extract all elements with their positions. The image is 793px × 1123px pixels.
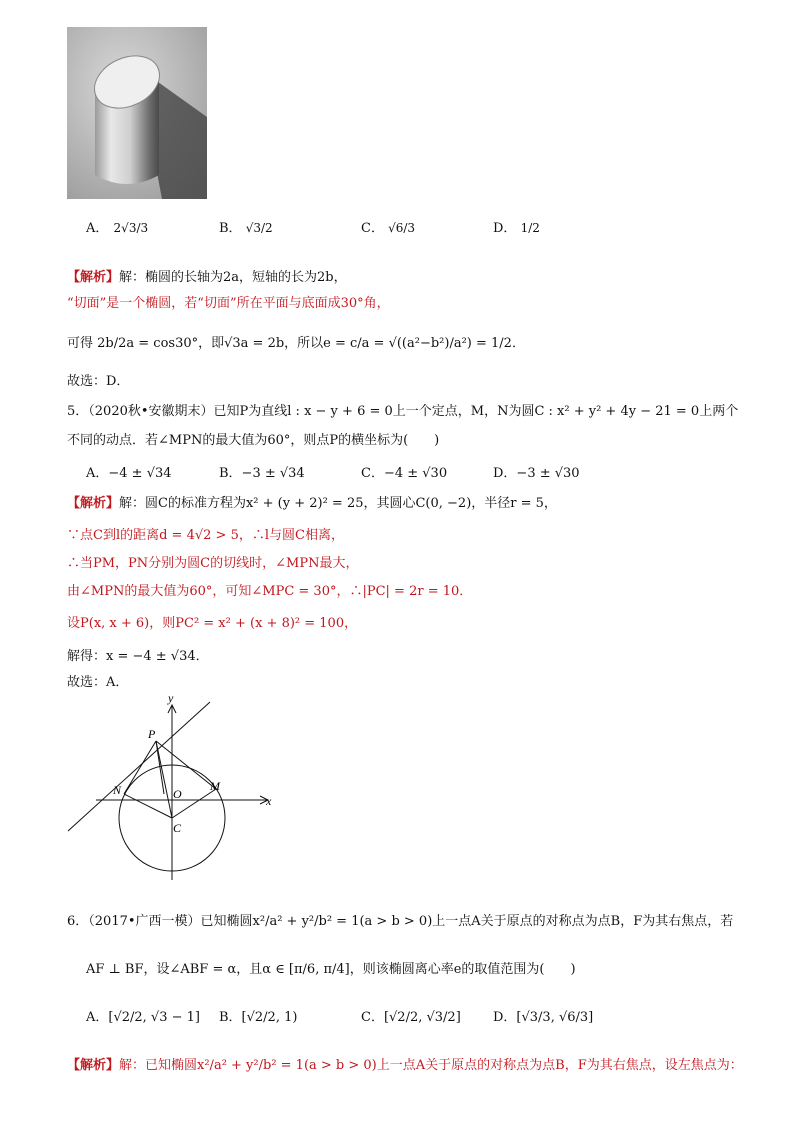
q4-option-b: B． √3/2 <box>219 221 273 236</box>
geometry-figure <box>60 690 280 890</box>
q4-answer: 故选：D． <box>67 374 130 389</box>
q5-option-c: C．−4 ± √30 <box>361 466 448 481</box>
q5-stem-line-2: 不同的动点．若∠MPN的最大值为60°，则点P的横坐标为( ) <box>67 433 440 448</box>
label-o: O <box>173 787 182 801</box>
q5-analysis-line-6: 解得：x = −4 ± √34． <box>67 649 209 664</box>
q5-analysis-line-2: ∵点C到l的距离d = 4√2 > 5，∴l与圆C相离， <box>67 528 344 543</box>
q4-option-d: D． 1/2 <box>493 221 540 236</box>
q4-option-a-expr: 2√3/3 <box>113 221 149 236</box>
analysis-tag: 【解析】 <box>67 1058 120 1073</box>
label-p: P <box>148 727 156 741</box>
q6-option-a: A．[√2/2, √3 − 1] <box>86 1010 200 1025</box>
q5-stem-line-1: 5．（2020秋•安徽期末）已知P为直线l : x − y + 6 = 0上一个定点，M，N为圆C : x² + y² + 4y − 21 = 0上两个 <box>67 404 739 419</box>
q5-analysis-line-4: 由∠MPN的最大值为60°，可知∠MPC = 30°，∴|PC| = 2r = 10． <box>67 584 473 599</box>
q4-option-a: A． 2√3/3 <box>86 221 149 236</box>
label-x: x <box>266 794 272 808</box>
q6-option-c: C．[√2/2, √3/2] <box>361 1010 461 1025</box>
q4-analysis-line-2: “切面”是一个椭圆，若“切面”所在平面与底面成30°角， <box>67 296 390 311</box>
label-y: y <box>168 691 174 705</box>
q4-option-b-expr: √3/2 <box>245 221 273 235</box>
label-m: M <box>210 779 220 793</box>
analysis-tag: 【解析】 <box>67 496 120 511</box>
q4-option-c-expr: √6/3 <box>388 221 416 235</box>
q5-option-b: B．−3 ± √34 <box>219 466 305 481</box>
q6-option-d: D．[√3/3, √6/3] <box>493 1010 594 1025</box>
q5-option-d: D．−3 ± √30 <box>493 466 580 481</box>
q4-analysis-line-1: 【解析】解：椭圆的长轴为2a，短轴的长为2b， <box>67 270 347 285</box>
q4-analysis-line-3: 可得 2b/2a = cos30°，即√3a = 2b，所以e = c/a = √((a²−b²)/a²) = 1/2． <box>67 336 525 351</box>
label-c: C <box>173 821 182 835</box>
q6-stem-line-2: AF ⊥ BF，设∠ABF = α，且α ∈ [π/6, π/4]，则该椭圆离心率e的取值范围为( ) <box>86 962 576 977</box>
q5-analysis-line-3: ∴当PM，PN分别为圆C的切线时，∠MPN最大， <box>67 556 359 571</box>
q5-analysis-line-5: 设P(x, x + 6)，则PC² = x² + (x + 8)² = 100， <box>67 616 358 631</box>
q5-analysis-line-1: 【解析】解：圆C的标准方程为x² + (y + 2)² = 25，其圆心C(0, −2)，半径r = 5， <box>67 496 557 511</box>
q6-option-b: B．[√2/2, 1) <box>219 1010 298 1025</box>
q4-option-c: C． √6/3 <box>361 221 416 236</box>
q5-answer: 故选：A． <box>67 675 129 690</box>
label-n: N <box>113 783 122 797</box>
q6-analysis-line-1: 【解析】解：已知椭圆x²/a² + y²/b² = 1(a > b > 0)上一点A关于原点的对称点为点B，F为其右焦点，设左焦点为： <box>67 1058 743 1073</box>
q4-option-d-expr: 1/2 <box>520 221 540 235</box>
q6-stem-line-1: 6．（2017•广西一模）已知椭圆x²/a² + y²/b² = 1(a > b > 0)上一点A关于原点的对称点为点B，F为其右焦点，若 <box>67 914 734 929</box>
q5-option-a: A．−4 ± √34 <box>86 466 172 481</box>
cylinder-picture <box>67 27 207 199</box>
analysis-tag: 【解析】 <box>67 270 120 285</box>
